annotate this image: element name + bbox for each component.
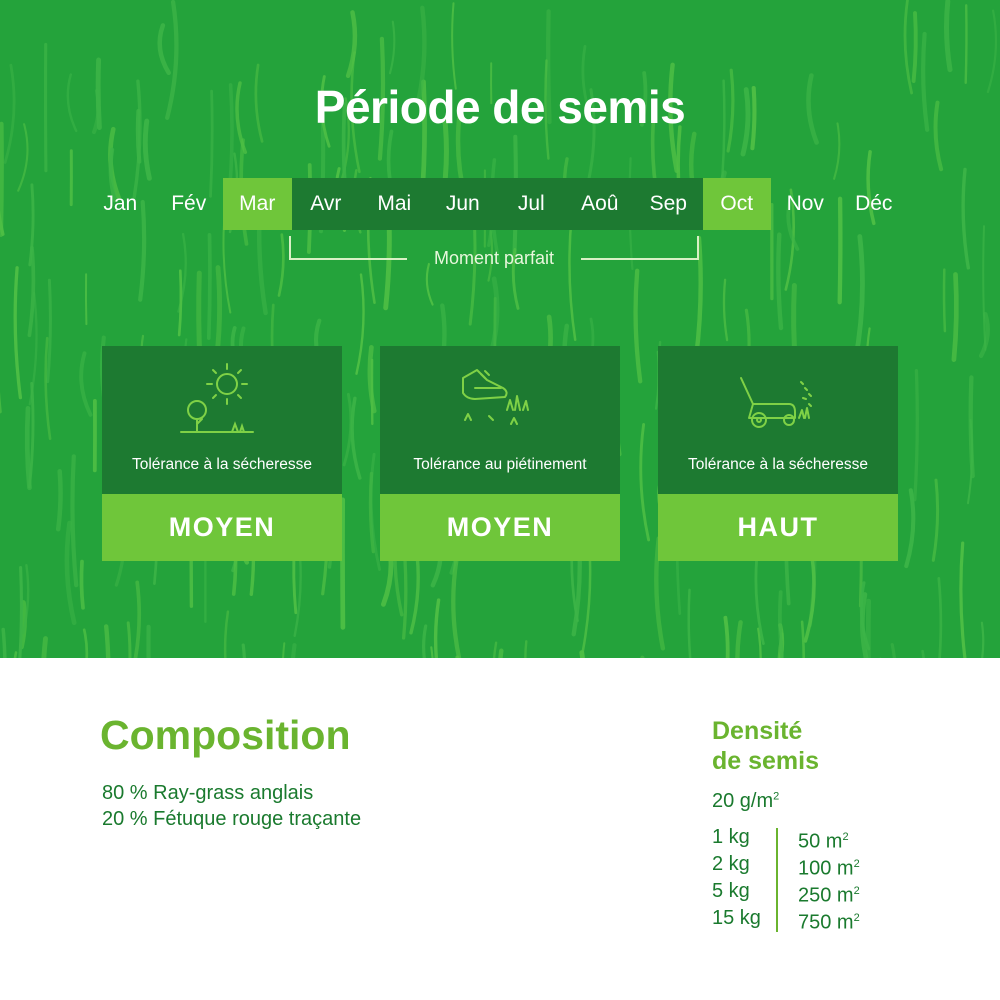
month-jun: Jun — [429, 178, 498, 230]
density-kg: 15 kg — [712, 907, 761, 929]
month-oct: Oct — [703, 178, 772, 230]
composition-item: 80 % Ray-grass anglais — [102, 782, 314, 804]
density-area: 50 $m^2$ — [798, 830, 849, 853]
card-level: MOYEN — [380, 494, 620, 561]
card-level: HAUT — [658, 494, 898, 561]
shoe-on-grass-icon — [455, 358, 545, 436]
card-caption: Tolérance à la sécheresse — [687, 456, 869, 473]
month-avr: Avr — [292, 178, 361, 230]
month-nov: Nov — [786, 192, 824, 215]
sun-tree-icon — [177, 358, 267, 436]
card-mowing — [658, 346, 898, 561]
density-table — [712, 824, 912, 932]
card-caption: Tolérance au piétinement — [413, 456, 587, 473]
card-drought — [102, 346, 342, 561]
density-area: 100 $m^2$ — [798, 857, 860, 880]
density-kg: 2 kg — [712, 853, 750, 875]
composition-item: 20 % Fétuque rouge traçante — [102, 808, 362, 830]
density-area: 750 $m^2$ — [798, 911, 860, 934]
tolerance-cards — [102, 346, 899, 561]
ideal-period-label: Moment parfait — [433, 248, 555, 268]
card-trampling — [380, 346, 620, 561]
card-caption: Tolérance à la sécheresse — [131, 456, 313, 473]
lawn-mower-icon — [733, 358, 823, 436]
month-aoû: Aoû — [566, 178, 635, 230]
month-déc: Déc — [855, 192, 893, 215]
page-title: Période de semis — [314, 81, 686, 133]
density-row — [712, 824, 912, 851]
month-mai: Mai — [360, 178, 429, 230]
density-kg: 5 kg — [712, 880, 750, 902]
month-mar: Mar — [223, 178, 292, 230]
composition-list — [102, 780, 361, 832]
density-rate: 20 $g/m^2$ — [712, 790, 780, 812]
density-row — [712, 851, 912, 878]
density-row — [712, 905, 912, 932]
density-area: 250 $m^2$ — [798, 884, 860, 907]
card-level: MOYEN — [102, 494, 342, 561]
month-sep: Sep — [634, 178, 703, 230]
month-jul: Jul — [497, 178, 566, 230]
month-fév: Fév — [171, 192, 207, 215]
density-title: Densité de semis — [712, 717, 820, 775]
density-row — [712, 878, 912, 905]
composition-title: Composition — [100, 712, 351, 758]
month-strip — [86, 178, 908, 230]
ideal-period-bracket — [289, 236, 699, 266]
density-kg: 1 kg — [712, 826, 750, 848]
month-jan: Jan — [103, 192, 138, 215]
